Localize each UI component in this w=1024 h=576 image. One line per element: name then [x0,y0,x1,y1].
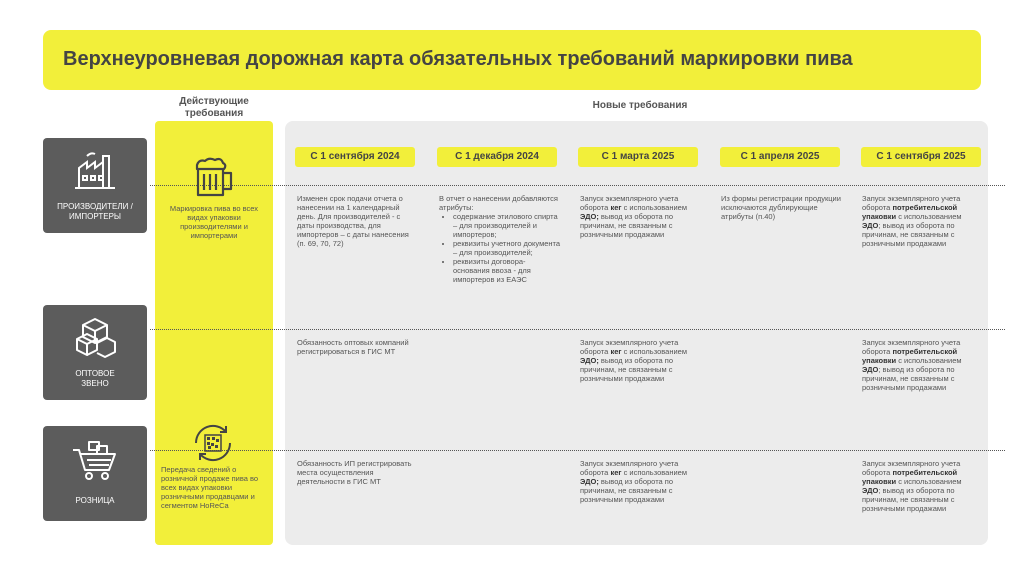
edo-bold: ЭДО; [580,356,599,365]
row-divider-producers [150,185,1005,186]
cell-producers-sep-2025 [862,194,982,248]
edo-bold: ЭДО; [580,212,599,221]
cell-retail-sep-2025 [862,459,982,513]
date-badge-apr-2025: С 1 апреля 2025 [720,147,840,167]
cons-edo: ЭДО [862,486,879,495]
keg-mid: с использованием [623,468,687,477]
withdraw-text: вывод из оборота по причинам, не связанным с розничными продажами [580,477,674,504]
cell-retail-sep-2024: Обязанность ИП регистрировать места осуществления деятельности в ГИС МТ [297,459,412,486]
cons-bold: потребительской упаковки [862,347,958,365]
date-badge-sep-2024: С 1 сентября 2024 [295,147,415,167]
keg-mid: с использованием [623,203,687,212]
cell-producers-sep-2024: Изменен срок подачи отчета о нанесении на 1 календарный день. Для производителей - с даты производства, для импортеров – с даты нанесения (п. 69, 70, 72) [297,194,409,248]
row-label-retail: РОЗНИЦА [75,496,115,505]
keg-prefix: Запуск экземплярного учета оборота [580,194,679,212]
row-divider-wholesale [150,329,1005,330]
row-card-producers [43,138,147,233]
cell-wholesale-mar-2025 [580,338,700,383]
date-badge-dec-2024: С 1 декабря 2024 [437,147,557,167]
beer-mug-icon [191,157,237,199]
edo-bold: ЭДО; [580,477,599,486]
current-requirements-heading: Действующие требования [179,96,249,119]
cons-prefix: Запуск экземплярного учета оборота [862,194,961,212]
cons-tail: ; вывод из оборота по причинам, не связанным с розничными продажами [862,365,955,392]
row-label-producers: ПРОИЗВОДИТЕЛИ / ИМПОРТЕРЫ [57,202,133,221]
cons-prefix: Запуск экземплярного учета оборота [862,338,961,356]
row-card-wholesale [43,305,147,400]
cell-wholesale-sep-2024: Обязанность оптовых компаний регистрироваться в ГИС МТ [297,338,409,356]
withdraw-text: вывод из оборота по причинам, не связанным с розничными продажами [580,356,674,383]
row-card-retail [43,426,147,521]
datamatrix-refresh-icon [190,420,236,466]
factory-icon [73,148,117,192]
cons-prefix: Запуск экземплярного учета оборота [862,459,961,477]
attributes-list [439,212,561,284]
cons-mid: с использованием [898,212,962,221]
title-banner [43,30,981,90]
page-title: Верхнеуровневая дорожная карта обязательных требований маркировки пива [63,48,853,70]
shopping-cart-icon [71,438,119,482]
cell-producers-mar-2025 [580,194,700,239]
cons-bold: потребительской упаковки [862,203,958,221]
keg-mid: с использованием [623,347,687,356]
withdraw-text: вывод из оборота по причинам, не связанным с розничными продажами [580,212,674,239]
new-requirements-heading: Новые требования [592,100,688,111]
cons-edo: ЭДО [862,221,879,230]
row-divider-retail [150,450,1005,451]
cell-producers-apr-2025: Из формы регистрации продукции исключаются дублирующие атрибуты (п.40) [721,194,841,221]
attribute-item: • содержание этилового спирта – для производителей и импортеров; [453,212,561,239]
boxes-icon [73,315,117,359]
cons-mid: с использованием [898,477,962,486]
cons-edo: ЭДО [862,365,879,374]
cons-bold: потребительской упаковки [862,468,958,486]
keg-bold: кег [610,347,622,356]
keg-prefix: Запуск экземплярного учета оборота [580,459,679,477]
attribute-item: • реквизиты учетного документа – для производителей; [453,239,561,257]
date-badge-sep-2025: С 1 сентября 2025 [861,147,981,167]
cell-wholesale-sep-2025 [862,338,982,392]
cell-producers-dec-2024 [439,194,561,284]
current-producers-text: Маркировка пива во всех видах упаковки производителями и импортерами [169,204,259,240]
cons-mid: с использованием [898,356,962,365]
attributes-intro: В отчет о нанесении добавляются атрибуты: [439,194,558,212]
row-label-wholesale: ОПТОВОЕ ЗВЕНО [75,369,115,388]
cons-tail: ; вывод из оборота по причинам, не связанным с розничными продажами [862,486,955,513]
cell-retail-mar-2025 [580,459,700,504]
cons-tail: ; вывод из оборота по причинам, не связанным с розничными продажами [862,221,955,248]
keg-prefix: Запуск экземплярного учета оборота [580,338,679,356]
keg-bold: кег [610,203,622,212]
keg-bold: кег [610,468,622,477]
current-retail-text: Передача сведений о розничной продаже пива во всех видах упаковки розничными продавцами и сегментом HoReCa [161,465,259,510]
date-badge-mar-2025: С 1 марта 2025 [578,147,698,167]
attribute-item: • реквизиты договора-основания ввоза - для импортеров из ЕАЭС [453,257,561,284]
